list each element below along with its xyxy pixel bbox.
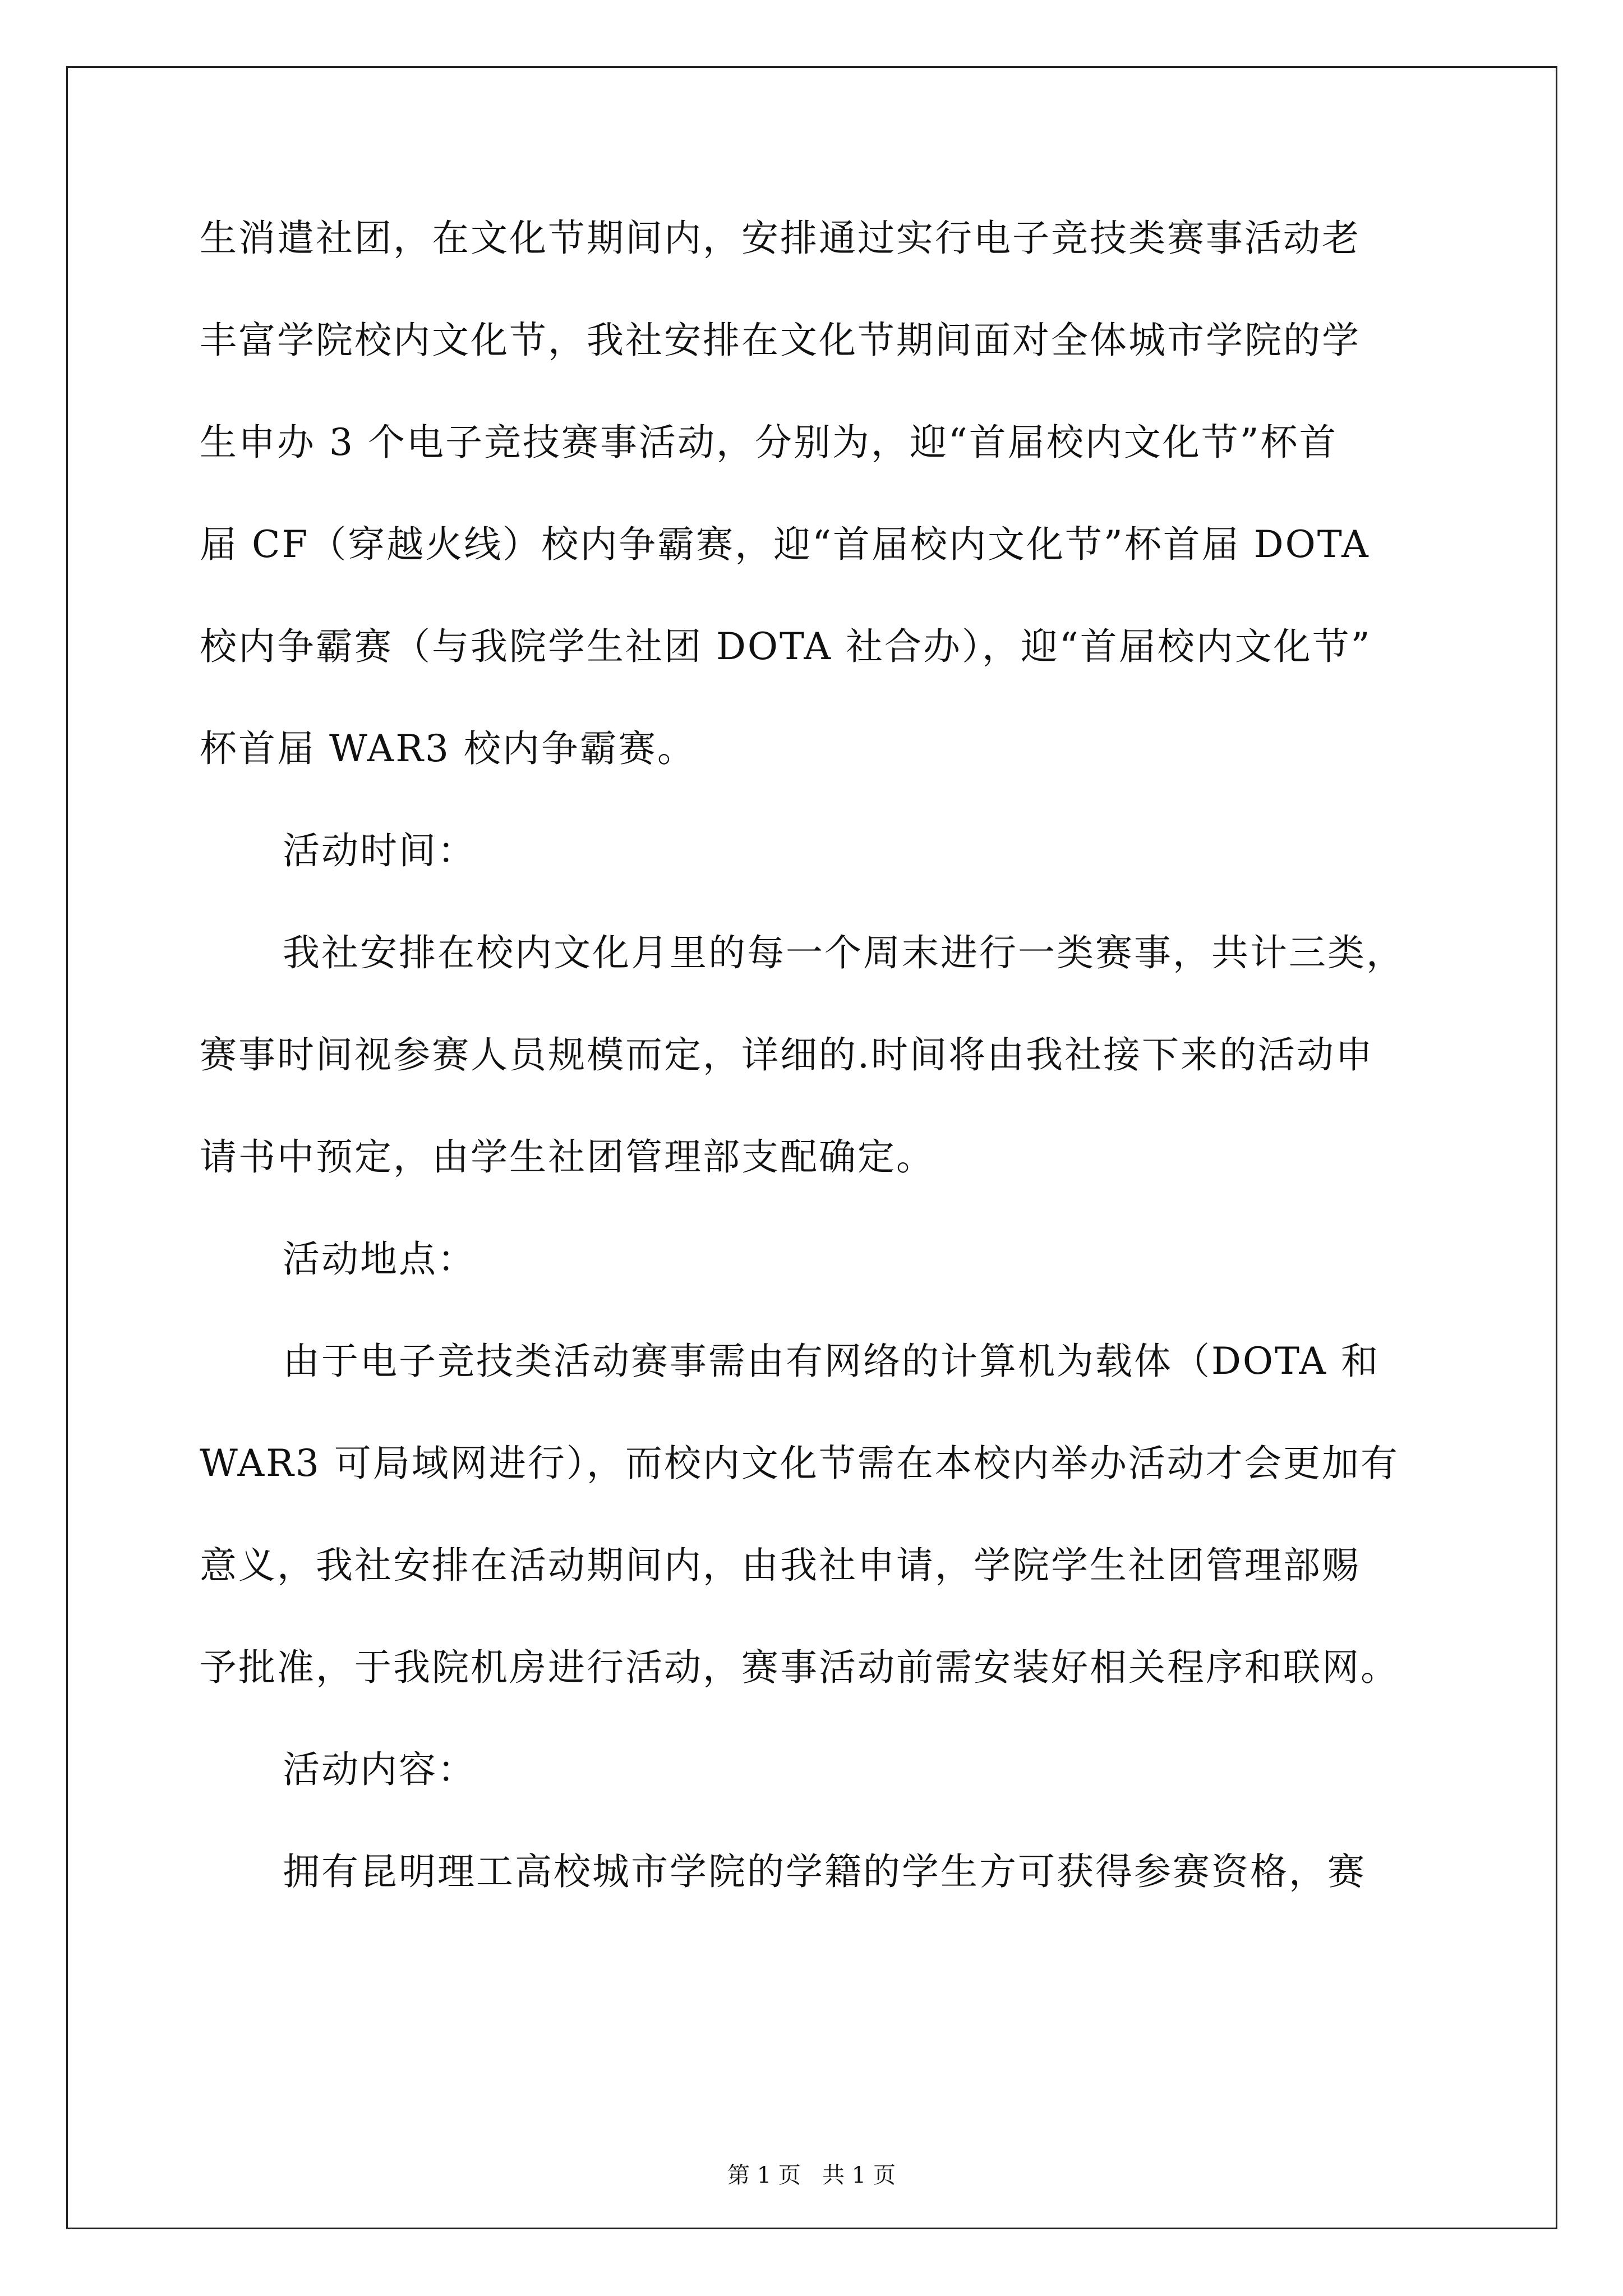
body-text-line: 校内争霸赛（与我院学生社团 DOTA 社合办），迎“首届校内文化节” — [200, 625, 1372, 668]
body-text-line: 丰富学院校内文化节，我社安排在文化节期间面对全体城市学院的学 — [200, 319, 1361, 362]
body-text-line: WAR3 可局域网进行），而校内文化节需在本校内举办活动才会更加有 — [200, 1442, 1399, 1485]
page-number-footer: 第 1 页 共 1 页 — [727, 2162, 896, 2188]
body-text-line: 届 CF（穿越火线）校内争霸赛，迎“首届校内文化节”杯首届 DOTA — [200, 523, 1370, 566]
body-text-line: 我社安排在校内文化月里的每一个周末进行一类赛事，共计三类， — [283, 931, 1405, 974]
body-text-line: 意义，我社安排在活动期间内，由我社申请，学院学生社团管理部赐 — [200, 1544, 1361, 1587]
body-text-line: 生消遣社团，在文化节期间内，安排通过实行电子竞技类赛事活动老 — [200, 217, 1361, 260]
body-text-line: 拥有昆明理工高校城市学院的学籍的学生方可获得参赛资格，赛 — [283, 1850, 1366, 1893]
body-text-line: 予批准，于我院机房进行活动，赛事活动前需安装好相关程序和联网。 — [200, 1646, 1399, 1689]
body-text-line: 杯首届 WAR3 校内争霸赛。 — [200, 727, 696, 770]
section-heading-content: 活动内容： — [283, 1748, 476, 1791]
section-heading-time: 活动时间： — [283, 829, 476, 872]
body-text-line: 由于电子竞技类活动赛事需由有网络的计算机为载体（DOTA 和 — [283, 1340, 1380, 1383]
body-text-line: 赛事时间视参赛人员规模而定，详细的.时间将由我社接下来的活动申 — [200, 1033, 1374, 1076]
body-text-line: 生申办 3 个电子竞技赛事活动，分别为，迎“首届校内文化节”杯首 — [200, 421, 1338, 464]
section-heading-location: 活动地点： — [283, 1237, 476, 1281]
body-text-line: 请书中预定，由学生社团管理部支配确定。 — [200, 1135, 935, 1179]
